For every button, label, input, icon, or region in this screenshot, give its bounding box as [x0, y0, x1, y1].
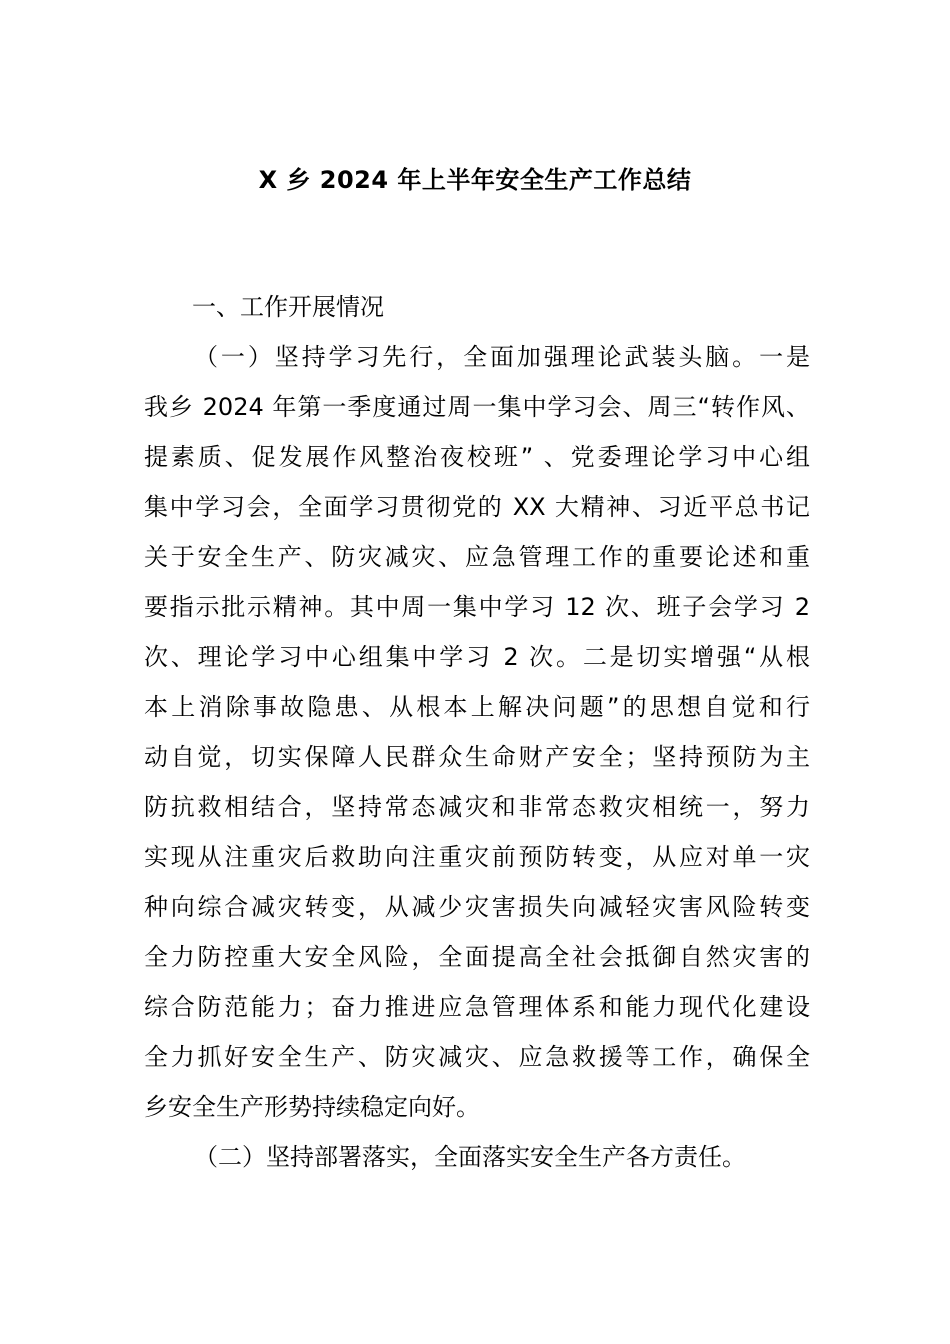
paragraph-line: 本上消除事故隐患、从根本上解决问题”的思想自觉和行 [144, 693, 810, 721]
paragraph-line: 关于安全生产、防灾减灾、应急管理工作的重要论述和重 [144, 543, 810, 571]
paragraph-line: 要指示批示精神。其中周一集中学习 12 次、班子会学习 2 [144, 593, 810, 621]
paragraph-line: 我乡 2024 年第一季度通过周一集中学习会、周三“转作风、 [144, 393, 810, 421]
paragraph-line: 动自觉，切实保障人民群众生命财产安全；坚持预防为主 [144, 743, 810, 771]
paragraph-line: 全力防控重大安全风险，全面提高全社会抵御自然灾害的 [144, 943, 810, 971]
paragraph-line: 全力抓好安全生产、防灾减灾、应急救援等工作，确保全 [144, 1043, 810, 1071]
paragraph-line: 集中学习会，全面学习贯彻党的 XX 大精神、习近平总书记 [144, 493, 810, 521]
document-title: X 乡 2024 年上半年安全生产工作总结 [258, 166, 692, 194]
paragraph-line: 乡安全生产形势持续稳定向好。 [144, 1093, 480, 1121]
paragraph-line: （一）坚持学习先行，全面加强理论武装头脑。一是 [194, 343, 810, 371]
paragraph-line: 种向综合减灾转变，从减少灾害损失向减轻灾害风险转变 [144, 893, 810, 921]
document-body [144, 282, 810, 1182]
paragraph-line: 综合防范能力；奋力推进应急管理体系和能力现代化建设 [144, 993, 810, 1021]
paragraph-line: 次、理论学习中心组集中学习 2 次。二是切实增强“从根 [144, 643, 810, 671]
paragraph-line: 实现从注重灾后救助向注重灾前预防转变，从应对单一灾 [144, 843, 810, 871]
paragraph-line: 防抗救相结合，坚持常态减灾和非常态救灾相统一，努力 [144, 793, 810, 821]
section-heading: 一、工作开展情况 [192, 293, 384, 321]
section-heading: （二）坚持部署落实，全面落实安全生产各方责任。 [194, 1143, 746, 1171]
paragraph-line: 提素质、促发展作风整治夜校班” 、党委理论学习中心组 [144, 443, 810, 471]
